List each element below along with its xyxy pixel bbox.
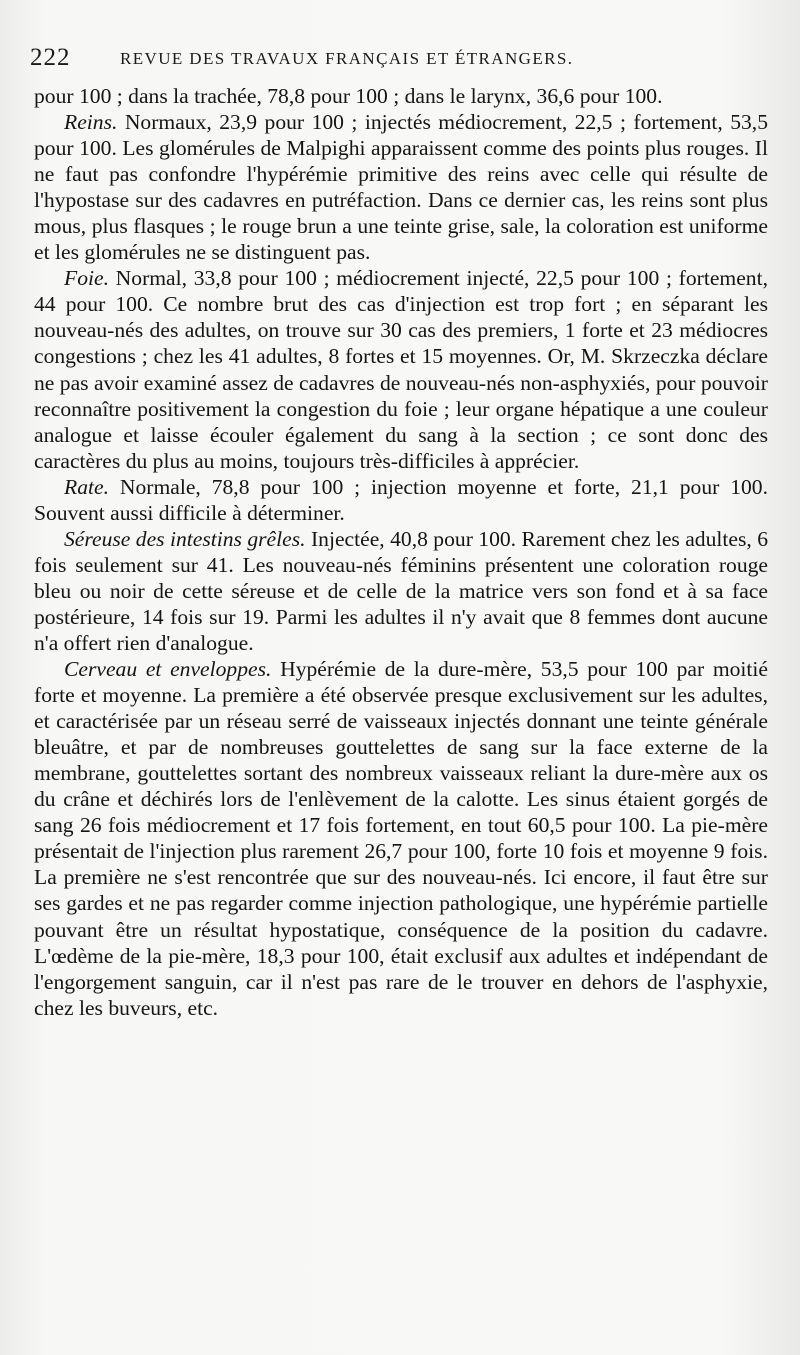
paragraph-heading-foie: Foie. — [64, 266, 109, 291]
body-text — [34, 83, 768, 1021]
paragraph-heading-cerveau: Cerveau et enveloppes. — [64, 657, 272, 682]
paragraph-heading-reins: Reins. — [64, 110, 118, 135]
paragraph-heading-rate: Rate. — [64, 474, 109, 499]
paragraph-text: Injectée, 40,8 pour 100. Rarement chez les adultes, 6 fois seulement sur 41. Les nouveau-nés féminins présentent une coloration rouge bleu ou noir de cette séreuse et de celle de la matrice vers son fond et à sa face postérieure, 14 fois sur 19. Parmi les adultes il n'y avait que 8 femmes dont aucune n'a offert rien d'analogue. — [34, 526, 768, 655]
paragraph-reins — [34, 109, 768, 265]
paragraph-text: pour 100 ; dans la trachée, 78,8 pour 100 ; dans le larynx, 36,6 pour 100. — [34, 84, 663, 108]
paragraph-text: Normale, 78,8 pour 100 ; injection moyenne et forte, 21,1 pour 100. Souvent aussi difficile à déterminer. — [34, 474, 768, 525]
page-number: 222 — [30, 44, 71, 71]
paragraph-rate — [34, 474, 768, 526]
paragraph-sereuse — [34, 526, 768, 656]
paragraph-trachee-continuation — [34, 83, 768, 109]
paragraph-foie — [34, 265, 768, 473]
page-header — [30, 40, 770, 80]
paragraph-cerveau — [34, 656, 768, 1021]
paragraph-text: Hypérémie de la dure-mère, 53,5 pour 100 par moitié forte et moyenne. La première a été observée presque exclusivement sur les adultes, et caractérisée par un réseau serré de vaisseaux injectés donnant une teinte générale bleuâtre, et par de nombreuses gouttelettes de sang sur la face externe de la membrane, gouttelettes sortant des nombreux vaisseaux reliant la dure-mère aux os du crâne et déchirés lors de l'enlèvement de la calotte. Les sinus étaient gorgés de sang 26 fois médiocrement et 17 fois fortement, en tout 60,5 pour 100. La pie-mère présentait de l'injection plus rarement 26,7 pour 100, forte 10 fois et moyenne 9 fois. La première ne s'est rencontrée que sur des nouveau-nés. Ici encore, il faut être sur ses gardes et ne pas regarder comme injection pathologique, une hypérémie partielle pouvant être un résultat hypostatique, conséquence de la position du cadavre. L'œdème de la pie-mère, 18,3 pour 100, était exclusif aux adultes et indépendant de l'engorgement sanguin, car il n'est pas rare de le trouver en dehors de l'asphyxie, chez les buveurs, etc. — [34, 657, 768, 1020]
paragraph-text: Normal, 33,8 pour 100 ; médiocrement injecté, 22,5 pour 100 ; fortement, 44 pour 100. Ce nombre brut des cas d'injection est trop fort ; en séparant les nouveau-nés des adultes, on trouve sur 30 cas des premiers, 1 forte et 23 médiocres congestions ; chez les 41 adultes, 8 fortes et 15 moyennes. Or, M. Skrzeczka déclare ne pas avoir examiné assez de cadavres de nouveau-nés non-asphyxiés, pour pouvoir reconnaître positivement la congestion du foie ; leur organe hépatique a une couleur analogue et laisse écouler également du sang à la section ; ce sont donc des caractères du plus au moins, toujours très-difficiles à apprécier. — [34, 266, 768, 473]
running-head: REVUE DES TRAVAUX FRANÇAIS ET ÉTRANGERS. — [120, 49, 574, 68]
paragraph-text: Normaux, 23,9 pour 100 ; injectés médiocrement, 22,5 ; fortement, 53,5 pour 100. Les glomérules de Malpighi apparaissent comme des points plus rouges. Il ne faut pas confondre l'hypérémie primitive des reins avec celle qui résulte de l'hypostase sur des cadavres en putréfaction. Dans ce dernier cas, les reins sont plus mous, plus flasques ; le rouge brun a une teinte grise, sale, la coloration est uniforme et les glomérules ne se distinguent pas. — [34, 110, 768, 265]
paragraph-heading-sereuse: Séreuse des intestins grêles. — [64, 526, 306, 551]
